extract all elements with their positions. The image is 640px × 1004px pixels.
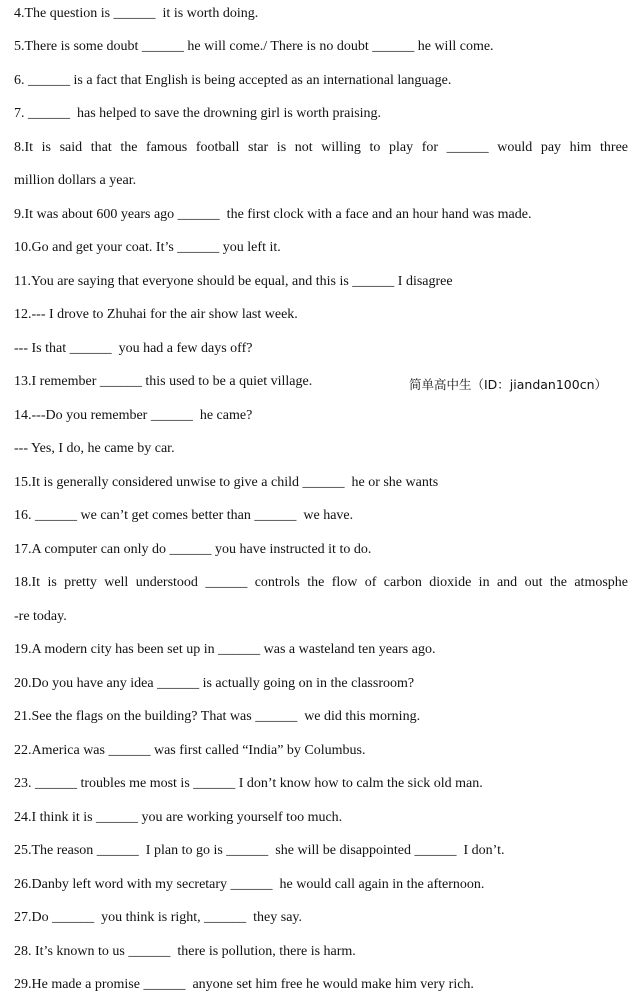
question-18-continued: -re today. <box>14 609 67 624</box>
question-27: 27.Do ______ you think is right, ______ they say. <box>14 910 303 925</box>
question-12: 12.--- I drove to Zhuhai for the air show last week. <box>14 307 298 322</box>
question-17: 17.A computer can only do ______ you have instructed it to do. <box>14 542 372 557</box>
question-24: 24.I think it is ______ you are working yourself too much. <box>14 810 343 825</box>
question-7: 7. ______ has helped to save the drowning girl is worth praising. <box>14 106 382 121</box>
question-28: 28. It’s known to us ______ there is pollution, there is harm. <box>14 944 356 959</box>
question-20: 20.Do you have any idea ______ is actually going on in the classroom? <box>14 676 415 691</box>
question-12-reply: --- Is that ______ you had a few days off? <box>14 341 253 356</box>
question-18: 18.It is pretty well understood ______ controls the flow of carbon dioxide in and out the atmosphe <box>14 575 628 590</box>
question-13: 13.I remember ______ this used to be a quiet village. <box>14 374 313 389</box>
question-11: 11.You are saying that everyone should be equal, and this is ______ I disagree <box>14 274 453 289</box>
question-21: 21.See the flags on the building? That was ______ we did this morning. <box>14 709 421 724</box>
question-23: 23. ______ troubles me most is ______ I don’t know how to calm the sick old man. <box>14 776 483 791</box>
question-14-reply: --- Yes, I do, he came by car. <box>14 441 175 456</box>
question-8-continued: million dollars a year. <box>14 173 137 188</box>
question-29: 29.He made a promise ______ anyone set him free he would make him very rich. <box>14 977 474 992</box>
question-4: 4.The question is ______ it is worth doing. <box>14 6 259 21</box>
question-26: 26.Danby left word with my secretary ______ he would call again in the afternoon. <box>14 877 485 892</box>
source-tag: 简单高中生（ID：jiandan100cn） <box>409 377 608 392</box>
question-16: 16. ______ we can’t get comes better than ______ we have. <box>14 508 354 523</box>
question-6: 6. ______ is a fact that English is being accepted as an international language. <box>14 73 452 88</box>
question-8: 8.It is said that the famous football star is not willing to play for ______ would pay him three <box>14 140 628 155</box>
question-14: 14.---Do you remember ______ he came? <box>14 408 253 423</box>
question-25: 25.The reason ______ I plan to go is ______ she will be disappointed ______ I don’t. <box>14 843 505 858</box>
question-19: 19.A modern city has been set up in ______ was a wasteland ten years ago. <box>14 642 436 657</box>
question-15: 15.It is generally considered unwise to give a child ______ he or she wants <box>14 475 439 490</box>
question-10: 10.Go and get your coat. It’s ______ you left it. <box>14 240 281 255</box>
question-5: 5.There is some doubt ______ he will come./ There is no doubt ______ he will come. <box>14 39 494 54</box>
question-22: 22.America was ______ was first called “India” by Columbus. <box>14 743 366 758</box>
question-9: 9.It was about 600 years ago ______ the first clock with a face and an hour hand was made. <box>14 207 532 222</box>
